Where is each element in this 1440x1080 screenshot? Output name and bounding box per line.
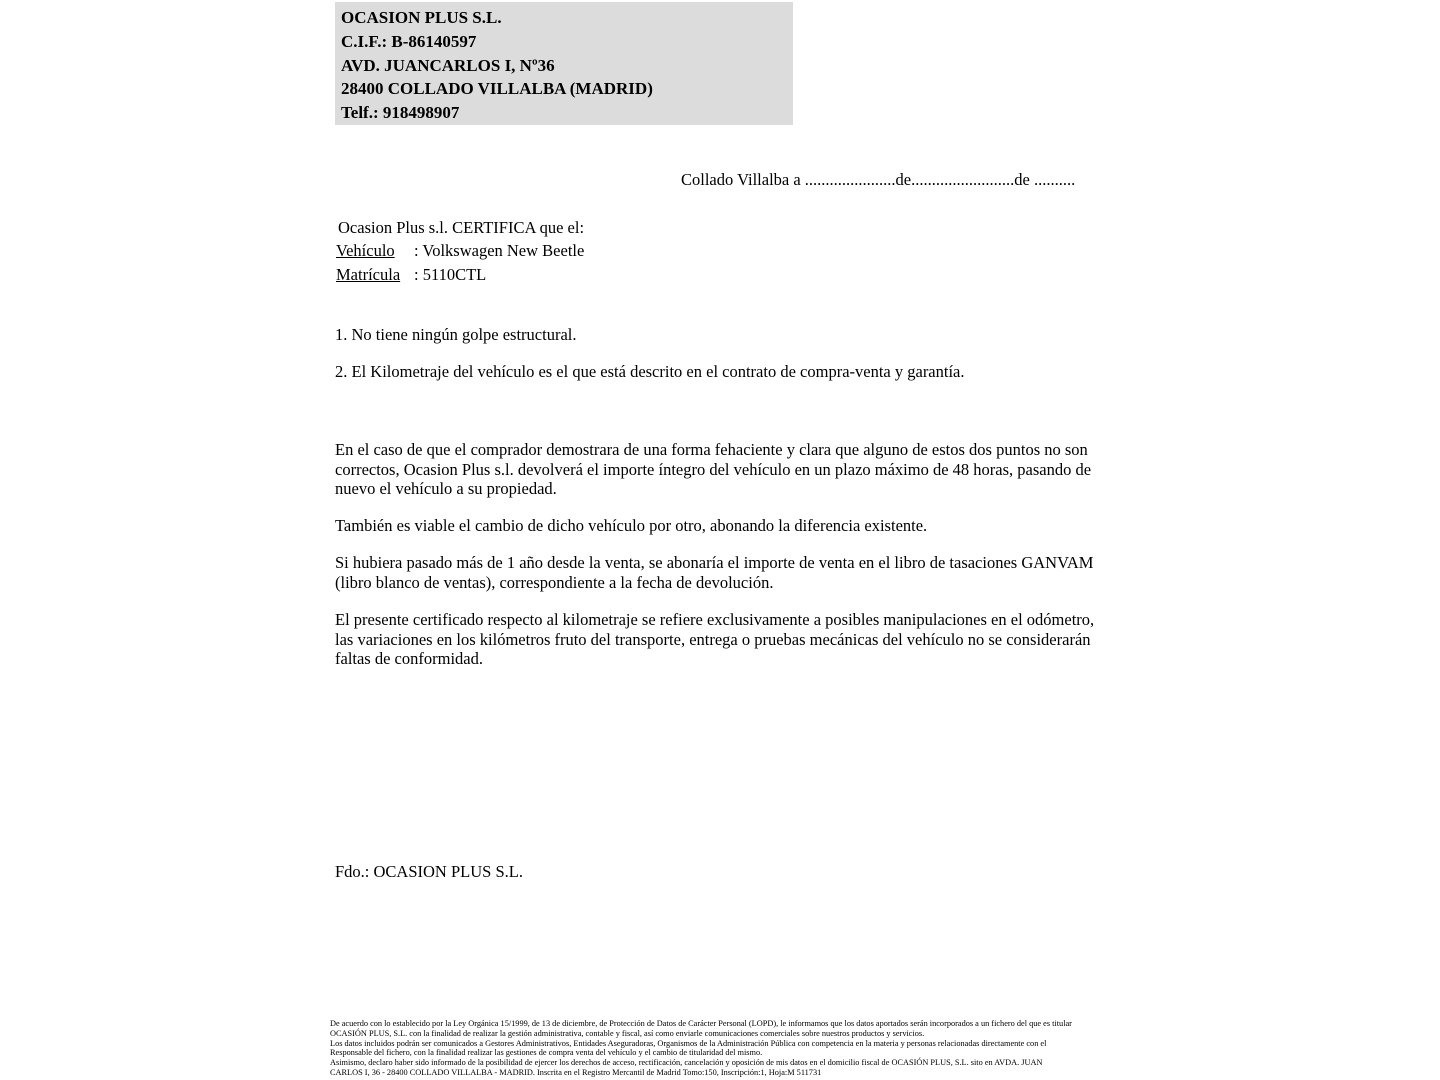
company-phone: Telf.: 918498907 [341,103,460,123]
footer-line-4: Responsable del fichero, con la finalidad realizar las gestiones de compra venta del vehículo y el cambio de titularidad del mismo. [330,1048,763,1058]
certification-intro: Ocasion Plus s.l. CERTIFICA que el: [338,218,585,237]
paragraph-refund: En el caso de que el comprador demostrara de una forma fehaciente y clara que alguno de estos dos puntos no son correctos, Ocasion Plus s.l. devolverá el importe íntegro del vehículo en un plazo máximo de 48 horas, pasando de nuevo el vehículo a su propiedad. [335,440,1092,499]
point-1: 1. No tiene ningún golpe estructural. [335,325,577,344]
paragraph-odometer: El presente certificado respecto al kilometraje se refiere exclusivamente a posibles manipulaciones en el odómetro, las variaciones en los kilómetros fruto del transporte, entrega o pruebas mecánicas del vehículo no se considerarán faltas de conformidad. [335,610,1095,669]
company-cif: C.I.F.: B-86140597 [341,31,477,51]
plate-value: : 5110CTL [414,264,487,284]
plate-row [336,263,584,286]
plate-label: Matrícula [336,264,401,284]
footer-line-6: CARLOS I, 36 - 28400 COLLADO VILLALBA - MADRID. Inscrita en el Registro Mercantil de Madrid Tomo:150, Inscripción:1, Hoja:M 511731 [330,1067,822,1077]
vehicle-value: : Volkswagen New Beetle [414,241,585,261]
company-name: OCASION PLUS S.L. [341,8,502,27]
point-2: 2. El Kilometraje del vehículo es el que está descrito en el contrato de compra-venta y garantía. [335,362,965,381]
footer-line-3: Los datos incluidos podrán ser comunicados a Gestores Administrativos, Entidades Aseguradoras, Organismos de la Administración Pública con competencia en la materia y personas relacionadas directamente con el [330,1038,1047,1048]
company-address: AVD. JUANCARLOS I, Nº36 [341,55,555,75]
company-city: 28400 COLLADO VILLALBA (MADRID) [341,79,653,99]
company-header-box [335,2,793,125]
body-paragraphs [335,440,1097,686]
footer-line-1: De acuerdo con lo establecido por la Ley Orgánica 15/1999, de 13 de diciembre, de Protección de Datos de Carácter Personal (LOPD), le informamos que los datos aportados serán incorporados a un fichero del que es titular [330,1019,1072,1028]
date-line: Collado Villalba a ......................de.........................de .......... [681,170,1076,189]
footer-line-2: OCASIÓN PLUS, S.L. con la finalidad de realizar la gestión administrativa, contable y fiscal, así como enviarle comunicaciones comerciales sobre nuestros productos y servicios. [330,1028,925,1038]
signature-line: Fdo.: OCASION PLUS S.L. [335,862,523,881]
paragraph-ganvam: Si hubiera pasado más de 1 año desde la venta, se abonaría el importe de venta en el libro de tasaciones GANVAM (libro blanco de ventas), correspondiente a la fecha de devolución. [335,553,1094,592]
certification-block [336,216,584,286]
paragraph-exchange: También es viable el cambio de dicho vehículo por otro, abonando la diferencia existente. [335,516,928,536]
legal-footer [330,1019,1072,1078]
vehicle-label: Vehículo [336,241,395,261]
vehicle-row [336,239,584,262]
footer-line-5: Asimismo, declaro haber sido informado de la posibilidad de ejercer los derechos de acceso, rectificación, cancelación y oposición de mis datos en el domicilio fiscal de OCASIÓN PLUS, S.L. sito en AVDA. JUAN [330,1058,1043,1067]
